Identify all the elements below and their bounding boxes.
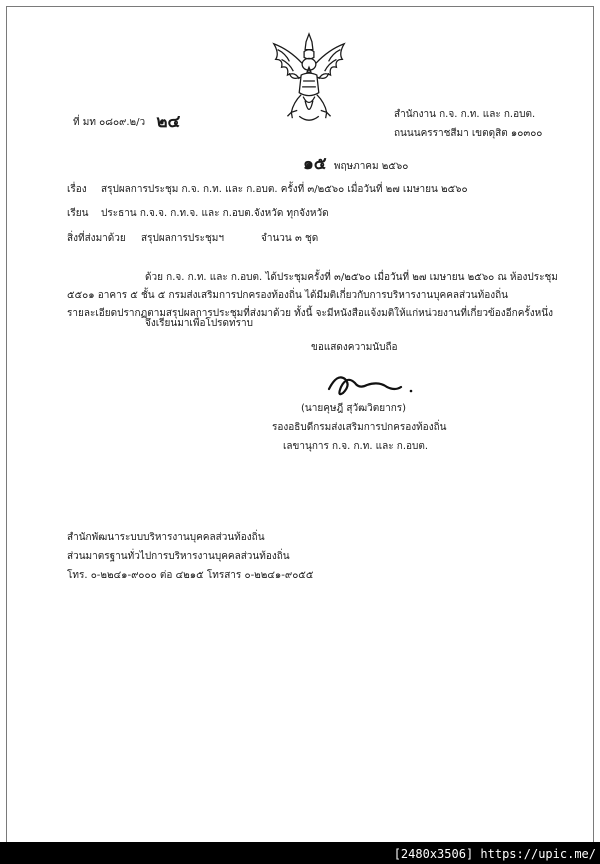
body-line-3: รายละเอียดปรากฏตามสรุปผลการประชุมที่ส่งมาด้วย ทั้งนี้ จะมีหนังสือแจ้งมติให้แก่หน่วยงานที่เกี่ยวข้องอีกครั้งหนึ่ง: [67, 308, 553, 319]
garuda-emblem-icon: [260, 29, 358, 129]
footer-phone: โทร. ๐-๒๒๔๑-๙๐๐๐ ต่อ ๔๒๑๕ โทรสาร ๐-๒๒๔๑-๙๐๕๕: [67, 570, 314, 581]
document-number: [73, 111, 180, 130]
enclosure-value: สรุปผลการประชุมฯ: [141, 233, 224, 244]
signer-position-2: เลขานุการ ก.จ. ก.ท. และ ก.อบต.: [283, 441, 429, 452]
document-number-text: ที่ มท ๐๘๐๙.๒/ว: [73, 117, 146, 128]
body-line-1: ด้วย ก.จ. ก.ท. และ ก.อบต. ได้ประชุมครั้งที่ ๓/๒๕๖๐ เมื่อวันที่ ๒๗ เมษายน ๒๕๖๐ ณ ห้องประชุม: [145, 272, 558, 283]
recipient-value: ประธาน ก.จ.จ. ก.ท.จ. และ ก.อบต.จังหวัด ทุกจังหวัด: [101, 208, 329, 219]
watermark-text: [2480x3506] https://upic.me/: [393, 847, 596, 861]
signer-name: (นายคุษฎี สุวัฒวิตยากร): [301, 403, 407, 414]
body-line-2: ๕๕๐๑ อาคาร ๕ ชั้น ๕ กรมส่งเสริมการปกครองท้องถิ่น ได้มีมติเกี่ยวกับการบริหารงานบุคคลส่วนท้องถิ่น: [67, 290, 508, 301]
document-number-handwritten: ๒๔: [156, 112, 181, 132]
date-month-year: พฤษภาคม ๒๕๖๐: [333, 161, 409, 172]
office-name: สำนักงาน ก.จ. ก.ท. และ ก.อบต.: [394, 109, 536, 120]
recipient-label: เรียน: [67, 208, 89, 219]
handwritten-signature-icon: [325, 365, 415, 405]
closing-request: จึงเรียนมาเพื่อโปรดทราบ: [145, 318, 253, 329]
date-day-handwritten: ๑๕: [303, 154, 327, 174]
signer-position-1: รองอธิบดีกรมส่งเสริมการปกครองท้องถิ่น: [272, 422, 447, 433]
subject-label: เรื่อง: [67, 184, 87, 195]
watermark-bar: [0, 842, 600, 864]
document-page: [6, 6, 594, 844]
footer-department-2: ส่วนมาตรฐานทั่วไปการบริหารงานบุคคลส่วนท้องถิ่น: [67, 551, 290, 562]
office-address: ถนนนครราชสีมา เขตดุสิต ๑๐๓๐๐: [394, 128, 543, 139]
footer-department-1: สำนักพัฒนาระบบบริหารงานบุคคลส่วนท้องถิ่น: [67, 532, 265, 543]
document-date: [303, 155, 408, 174]
enclosure-count: จำนวน ๓ ชุด: [261, 233, 319, 244]
salutation: ขอแสดงความนับถือ: [311, 342, 398, 353]
enclosure-label: สิ่งที่ส่งมาด้วย: [67, 233, 126, 244]
subject-value: สรุปผลการประชุม ก.จ. ก.ท. และ ก.อบต. ครั้งที่ ๓/๒๕๖๐ เมื่อวันที่ ๒๗ เมษายน ๒๕๖๐: [101, 184, 468, 195]
